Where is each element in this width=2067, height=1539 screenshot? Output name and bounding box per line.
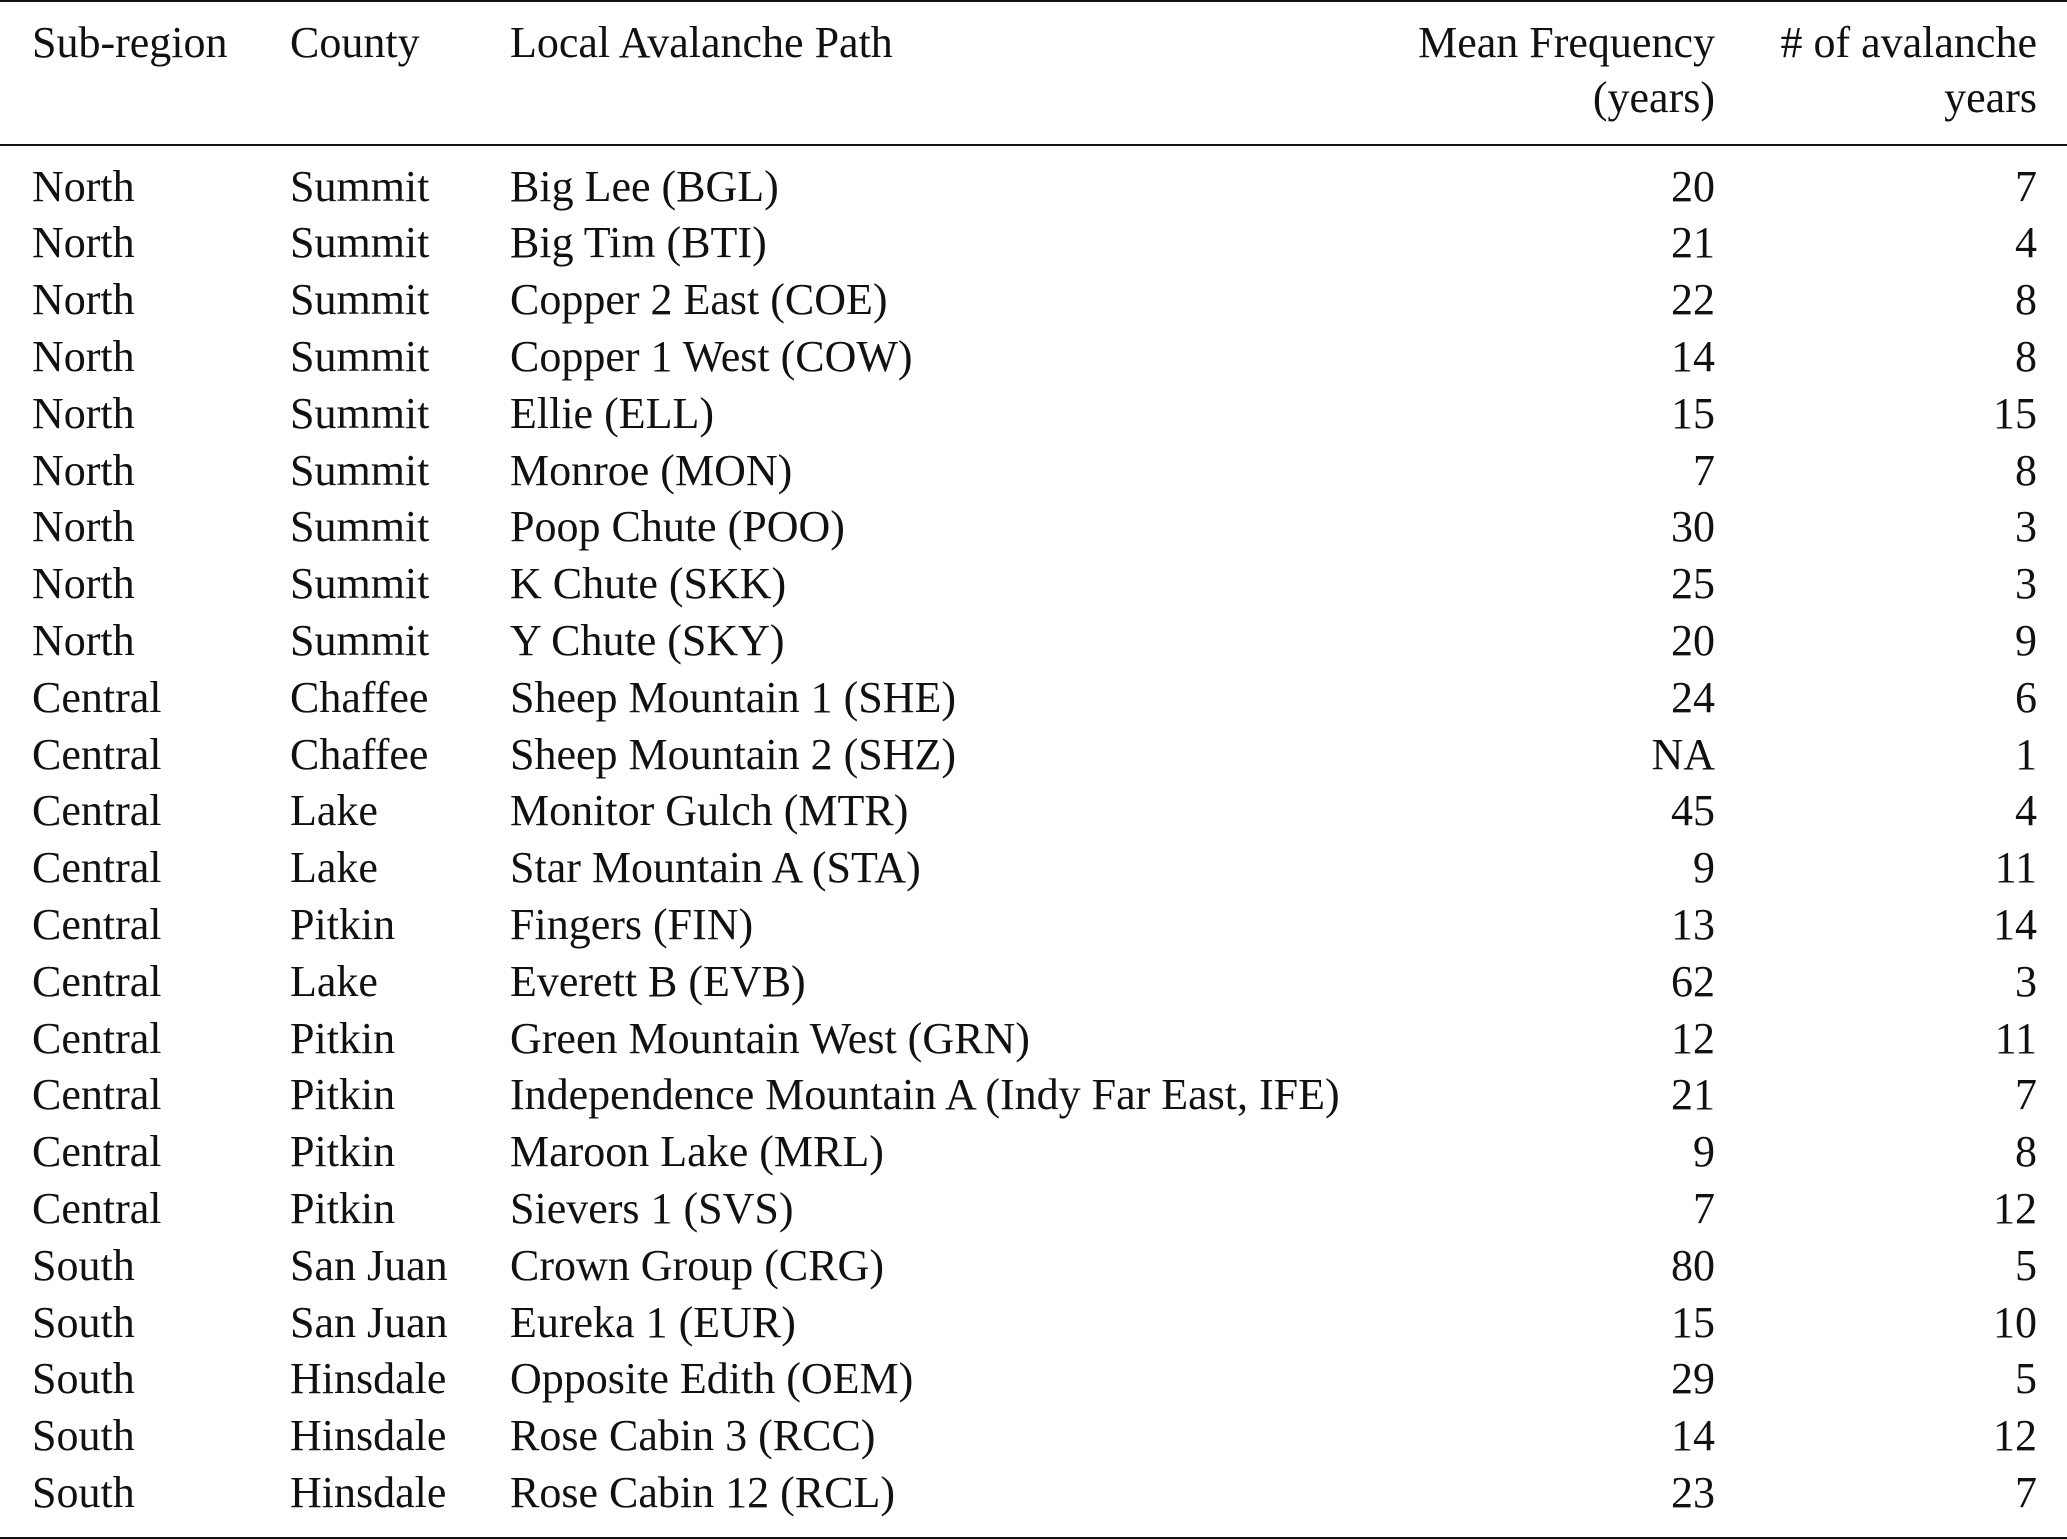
cell-avalanche-path: Sievers 1 (SVS) <box>510 1183 794 1233</box>
cell-county: Pitkin <box>290 1070 396 1120</box>
cell-subregion: North <box>32 218 135 268</box>
cell-mean-frequency: 9 <box>1693 1127 1715 1177</box>
cell-county: Hinsdale <box>290 1411 447 1461</box>
cell-avalanche-years: 3 <box>2015 956 2037 1006</box>
cell-avalanche-path: Independence Mountain A (Indy Far East, IFE) <box>510 1070 1340 1120</box>
cell-subregion: Central <box>32 729 162 779</box>
table-row <box>0 727 2067 784</box>
cell-avalanche-path: Poop Chute (POO) <box>510 502 845 552</box>
cell-mean-frequency: 9 <box>1693 843 1715 893</box>
cell-subregion: North <box>32 615 135 665</box>
table-row <box>0 272 2067 329</box>
table-row <box>0 840 2067 897</box>
cell-county: Summit <box>290 559 430 609</box>
cell-avalanche-years: 3 <box>2015 502 2037 552</box>
cell-county: Pitkin <box>290 1183 396 1233</box>
cell-avalanche-path: Ellie (ELL) <box>510 388 715 438</box>
cell-county: San Juan <box>290 1297 448 1347</box>
table-row <box>0 1181 2067 1238</box>
cell-subregion: North <box>32 388 135 438</box>
cell-avalanche-path: Star Mountain A (STA) <box>510 843 921 893</box>
cell-county: Summit <box>290 502 430 552</box>
table-row <box>0 329 2067 386</box>
cell-avalanche-years: 6 <box>2015 672 2037 722</box>
table-row <box>0 1011 2067 1068</box>
cell-mean-frequency: NA <box>1651 729 1715 779</box>
cell-subregion: South <box>32 1240 135 1290</box>
cell-avalanche-years: 8 <box>2015 331 2037 381</box>
cell-county: Summit <box>290 388 430 438</box>
cell-avalanche-years: 7 <box>2015 1070 2037 1120</box>
cell-avalanche-years: 14 <box>1993 899 2037 949</box>
cell-avalanche-path: Copper 2 East (COE) <box>510 275 888 325</box>
cell-avalanche-path: Opposite Edith (OEM) <box>510 1354 914 1404</box>
cell-avalanche-years: 7 <box>2015 161 2037 211</box>
table-row <box>0 954 2067 1011</box>
header-mean-frequency <box>1380 1 1715 145</box>
cell-subregion: Central <box>32 1013 162 1063</box>
cell-county: Lake <box>290 956 378 1006</box>
cell-avalanche-years: 7 <box>1715 1465 2067 1538</box>
cell-mean-frequency: 80 <box>1671 1240 1715 1290</box>
cell-subregion: Central <box>32 786 162 836</box>
cell-avalanche-path: Eureka 1 (EUR) <box>510 1297 796 1347</box>
cell-county: Summit <box>290 218 430 268</box>
cell-subregion: North <box>32 275 135 325</box>
table-row <box>0 386 2067 443</box>
cell-mean-frequency: 25 <box>1671 559 1715 609</box>
cell-subregion: North <box>32 502 135 552</box>
cell-avalanche-years: 12 <box>1993 1183 2037 1233</box>
cell-mean-frequency: 23 <box>1380 1465 1715 1538</box>
cell-subregion: North <box>32 445 135 495</box>
cell-avalanche-years: 8 <box>2015 275 2037 325</box>
cell-avalanche-path: Monitor Gulch (MTR) <box>510 786 909 836</box>
cell-avalanche-years: 10 <box>1993 1297 2037 1347</box>
header-row <box>0 1 2067 145</box>
cell-county: Lake <box>290 786 378 836</box>
cell-mean-frequency: 15 <box>1671 1297 1715 1347</box>
header-avalanche-years <box>1715 1 2067 145</box>
cell-avalanche-years: 12 <box>1993 1411 2037 1461</box>
cell-mean-frequency: 62 <box>1671 956 1715 1006</box>
header-avalanche-years-line2: years <box>1944 72 2037 122</box>
cell-mean-frequency: 14 <box>1671 1411 1715 1461</box>
table-row <box>0 1295 2067 1352</box>
cell-mean-frequency: 13 <box>1671 899 1715 949</box>
cell-subregion: Central <box>32 956 162 1006</box>
cell-mean-frequency: 24 <box>1671 672 1715 722</box>
cell-subregion: Central <box>32 843 162 893</box>
cell-mean-frequency: 7 <box>1693 1183 1715 1233</box>
cell-subregion: Central <box>32 672 162 722</box>
table-row <box>0 1465 2067 1538</box>
cell-mean-frequency: 22 <box>1671 275 1715 325</box>
table-body <box>0 145 2067 1538</box>
cell-mean-frequency: 20 <box>1671 161 1715 211</box>
cell-avalanche-years: 15 <box>1993 388 2037 438</box>
cell-mean-frequency: 21 <box>1671 1070 1715 1120</box>
cell-subregion: South <box>32 1297 135 1347</box>
cell-avalanche-path: Rose Cabin 12 (RCL) <box>510 1465 1380 1538</box>
cell-subregion: North <box>32 559 135 609</box>
cell-avalanche-path: Everett B (EVB) <box>510 956 806 1006</box>
cell-mean-frequency: 12 <box>1671 1013 1715 1063</box>
cell-county: Chaffee <box>290 729 429 779</box>
cell-mean-frequency: 7 <box>1693 445 1715 495</box>
cell-avalanche-path: Big Lee (BGL) <box>510 161 779 211</box>
table-row <box>0 145 2067 216</box>
cell-county: Summit <box>290 445 430 495</box>
cell-mean-frequency: 15 <box>1671 388 1715 438</box>
table-row <box>0 1408 2067 1465</box>
cell-county: Pitkin <box>290 1013 396 1063</box>
table-row <box>0 1351 2067 1408</box>
cell-avalanche-path: Crown Group (CRG) <box>510 1240 884 1290</box>
cell-county: San Juan <box>290 1240 448 1290</box>
cell-avalanche-years: 3 <box>2015 559 2037 609</box>
header-mean-frequency-line2: (years) <box>1592 72 1715 122</box>
cell-avalanche-years: 8 <box>2015 1127 2037 1177</box>
cell-subregion: Central <box>32 1127 162 1177</box>
table-row <box>0 670 2067 727</box>
table-row <box>0 215 2067 272</box>
cell-subregion: Central <box>32 1183 162 1233</box>
cell-subregion: Central <box>32 1070 162 1120</box>
cell-county: Lake <box>290 843 378 893</box>
cell-mean-frequency: 29 <box>1671 1354 1715 1404</box>
cell-county: Hinsdale <box>290 1465 510 1538</box>
cell-mean-frequency: 30 <box>1671 502 1715 552</box>
table-row <box>0 613 2067 670</box>
cell-county: Pitkin <box>290 899 396 949</box>
cell-mean-frequency: 20 <box>1671 615 1715 665</box>
cell-avalanche-path: Y Chute (SKY) <box>510 615 785 665</box>
cell-mean-frequency: 45 <box>1671 786 1715 836</box>
cell-avalanche-path: Sheep Mountain 2 (SHZ) <box>510 729 957 779</box>
cell-avalanche-years: 11 <box>1994 843 2037 893</box>
header-avalanche-years-line1: # of avalanche <box>1780 18 2037 67</box>
cell-subregion: Central <box>32 899 162 949</box>
table-row <box>0 783 2067 840</box>
cell-avalanche-path: Fingers (FIN) <box>510 899 754 949</box>
cell-avalanche-years: 5 <box>2015 1354 2037 1404</box>
table-row <box>0 1124 2067 1181</box>
cell-avalanche-path: K Chute (SKK) <box>510 559 787 609</box>
table-row <box>0 1067 2067 1124</box>
header-county: County <box>290 1 510 145</box>
cell-county: Summit <box>290 331 430 381</box>
cell-avalanche-years: 9 <box>2015 615 2037 665</box>
table-row <box>0 1238 2067 1295</box>
cell-subregion: South <box>0 1465 290 1538</box>
cell-avalanche-path: Sheep Mountain 1 (SHE) <box>510 672 957 722</box>
table-header <box>0 1 2067 145</box>
cell-avalanche-years: 1 <box>2015 729 2037 779</box>
cell-county: Summit <box>290 615 430 665</box>
cell-avalanche-path: Green Mountain West (GRN) <box>510 1013 1030 1063</box>
table-row <box>0 556 2067 613</box>
cell-county: Pitkin <box>290 1127 396 1177</box>
cell-mean-frequency: 14 <box>1671 331 1715 381</box>
cell-subregion: North <box>32 161 135 211</box>
table-row <box>0 443 2067 500</box>
cell-avalanche-years: 5 <box>2015 1240 2037 1290</box>
header-subregion: Sub-region <box>0 1 290 145</box>
header-path: Local Avalanche Path <box>510 1 1380 145</box>
cell-subregion: North <box>32 331 135 381</box>
cell-county: Summit <box>290 161 430 211</box>
cell-avalanche-path: Rose Cabin 3 (RCC) <box>510 1411 876 1461</box>
cell-avalanche-years: 8 <box>2015 445 2037 495</box>
cell-avalanche-years: 4 <box>2015 786 2037 836</box>
cell-county: Summit <box>290 275 430 325</box>
cell-subregion: South <box>32 1411 135 1461</box>
cell-avalanche-path: Maroon Lake (MRL) <box>510 1127 884 1177</box>
cell-avalanche-path: Monroe (MON) <box>510 445 793 495</box>
table-row <box>0 499 2067 556</box>
cell-avalanche-years: 11 <box>1994 1013 2037 1063</box>
cell-county: Chaffee <box>290 672 429 722</box>
cell-avalanche-years: 4 <box>2015 218 2037 268</box>
cell-mean-frequency: 21 <box>1671 218 1715 268</box>
cell-county: Hinsdale <box>290 1354 447 1404</box>
cell-subregion: South <box>32 1354 135 1404</box>
cell-avalanche-path: Big Tim (BTI) <box>510 218 767 268</box>
cell-avalanche-path: Copper 1 West (COW) <box>510 331 913 381</box>
table-row <box>0 897 2067 954</box>
header-mean-frequency-line1: Mean Frequency <box>1418 18 1715 67</box>
